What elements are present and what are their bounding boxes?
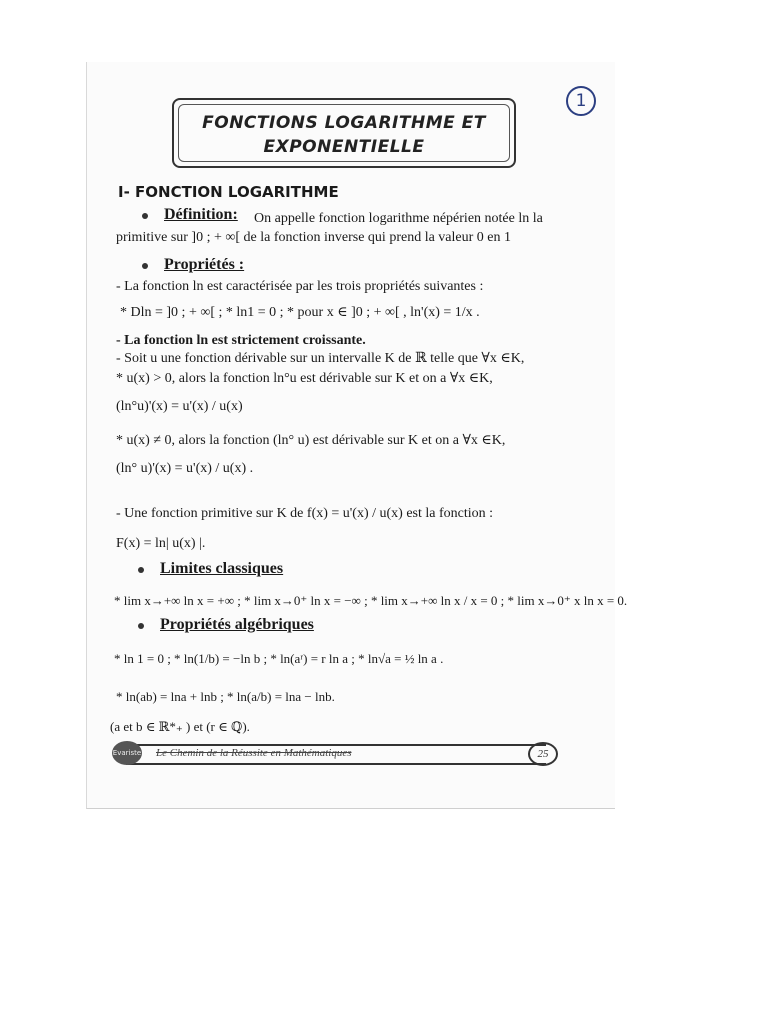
properties-intro: - La fonction ln est caractérisée par les trois propriétés suivantes :	[116, 279, 484, 294]
section-heading: I- FONCTION LOGARITHME	[118, 183, 339, 201]
properties-primitive: - Une fonction primitive sur K de f(x) = u'(x) / u(x) est la fonction :	[116, 506, 494, 521]
footer-rule-bottom	[126, 763, 546, 765]
title-line-2: EXPONENTIELLE	[263, 137, 425, 157]
bullet-icon	[138, 567, 144, 573]
properties-primitive-formula: F(x) = ln| u(x) |.	[116, 536, 206, 551]
title-box-inner	[178, 104, 510, 162]
properties-increasing: - La fonction ln est strictement croissante.	[116, 333, 366, 348]
properties-composite-intro: - Soit u une fonction dérivable sur un intervalle K de ℝ telle que ∀x ∈K,	[116, 351, 525, 366]
properties-triple: * Dln = ]0 ; + ∞[ ; * ln1 = 0 ; * pour x ∈ ]0 ; + ∞[ , ln'(x) = 1/x .	[120, 305, 480, 320]
properties-case-positive-formula: (ln°u)'(x) = u'(x) / u(x)	[116, 399, 243, 414]
definition-label: Définition:	[164, 206, 238, 223]
algebraic-line-3: (a et b ∈ ℝ*₊ ) et (r ∈ ℚ).	[110, 719, 250, 734]
title-box	[172, 98, 516, 168]
title-line-1: FONCTIONS LOGARITHME ET	[202, 113, 486, 133]
definition-line-2: primitive sur ]0 ; + ∞[ de la fonction inverse qui prend la valeur 0 en 1	[116, 230, 511, 245]
footer-page-number: 25	[528, 742, 558, 766]
bullet-icon	[138, 623, 144, 629]
footer-text: Le Chemin de la Réussite en Mathématiques	[156, 747, 352, 759]
algebraic-line-1: * ln 1 = 0 ; * ln(1/b) = −ln b ; * ln(aʳ) = r ln a ; * ln√a = ½ ln a .	[114, 651, 444, 666]
bullet-icon	[142, 263, 148, 269]
footer-logo: Evariste	[112, 741, 142, 765]
properties-heading: Propriétés :	[164, 256, 245, 273]
bullet-icon	[142, 213, 148, 219]
algebraic-line-2: * ln(ab) = lna + lnb ; * ln(a/b) = lna − lnb.	[116, 689, 335, 704]
properties-case-nonzero-formula: (ln° u)'(x) = u'(x) / u(x) .	[116, 461, 254, 476]
properties-case-positive: * u(x) > 0, alors la fonction ln°u est dérivable sur K et on a ∀x ∈K,	[116, 371, 493, 386]
definition-line-1: On appelle fonction logarithme népérien notée ln la	[254, 211, 543, 226]
properties-case-nonzero: * u(x) ≠ 0, alors la fonction (ln° u) est dérivable sur K et on a ∀x ∈K,	[116, 433, 506, 448]
algebraic-heading: Propriétés algébriques	[160, 616, 314, 633]
limits-heading: Limites classiques	[160, 560, 284, 577]
page-number-badge: 1	[566, 86, 596, 116]
limits-line: * lim x→+∞ ln x = +∞ ; * lim x→0⁺ ln x = −∞ ; * lim x→+∞ ln x / x = 0 ; * lim x→0⁺ x ln x = 0.	[114, 593, 628, 608]
